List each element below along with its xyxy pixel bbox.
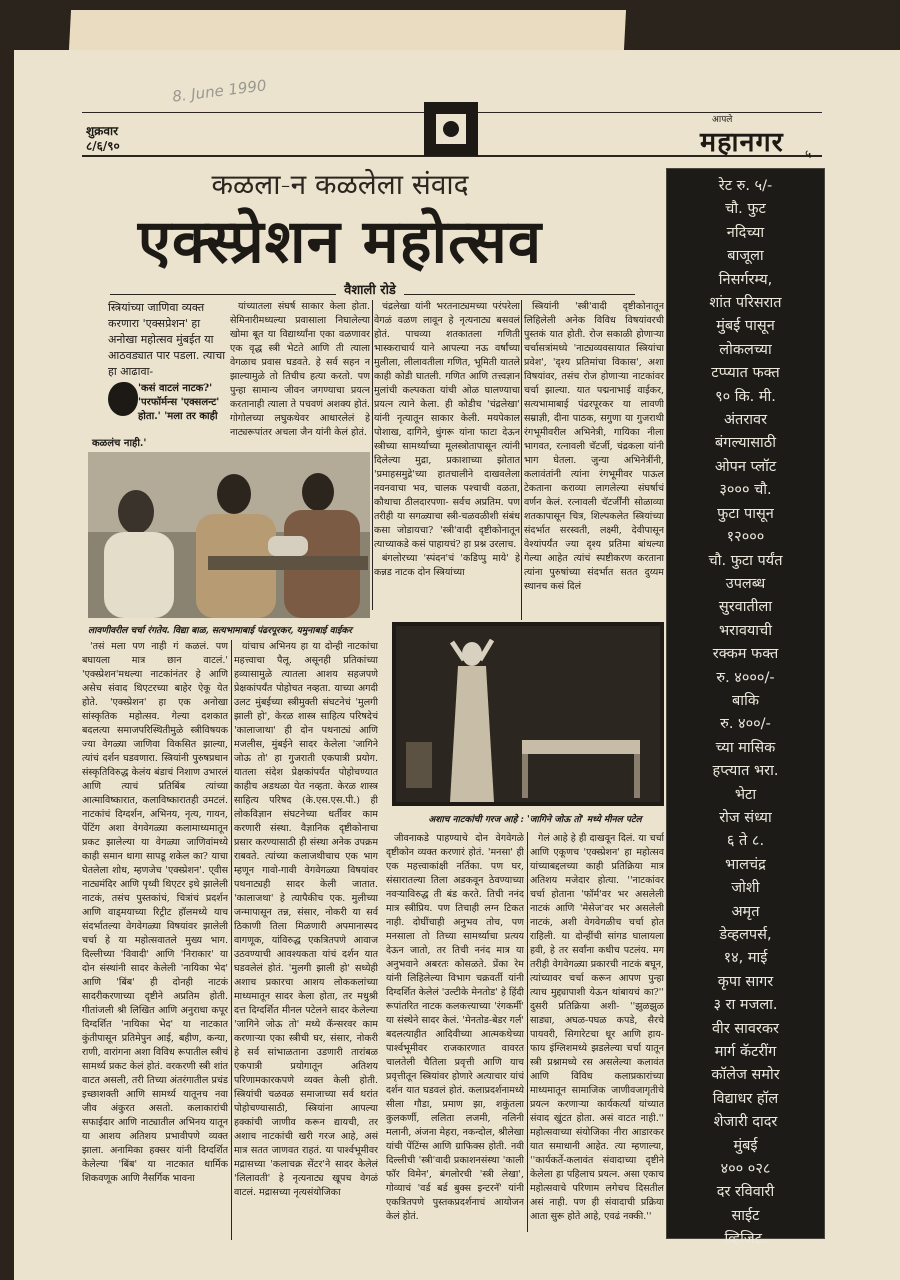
handwritten-date: 8. June 1990	[171, 76, 268, 106]
ad-line: बाकि	[732, 692, 759, 709]
ad-line: मार्ग कॅटरींग	[714, 1044, 777, 1061]
column-b-bottom	[234, 640, 378, 1240]
ad-line: रक्कम फक्त	[712, 646, 779, 663]
ad-line: १४, माई	[723, 950, 768, 967]
column-2-top	[374, 300, 520, 610]
paper-top-strip	[69, 10, 626, 50]
classified-advertisement	[666, 168, 825, 1248]
ad-line: बंगल्यासाठी	[715, 435, 776, 452]
col-c-bottom-text: जीवनाकडे पाहण्याचे दोन वेगवेगळे दृष्टीकोन व्यक्त करणारं होतं. 'मनसा' ही एक महत्त्वाकांक्षी नर्तिका. पण घर, संसारातल्या तिला अडकवून ठेवण्याच्या नवऱ्याविरुद्ध ती बंड करते. तिची ननंद मात्र स्त्रीप्रिय. पण तिचाही लग्न टिकत नाही. दोघींचाही अनुभव तोच, पण मनसाला तो तिच्या सामर्थ्याचा प्रत्यय देऊन जातो, तर तिची ननंद मात्र या अनुभवाने अबरतः कोसळते. प्रेंका रेम यांनी लिहिलेल्या विभाग चक्रवर्ती यांनी दिग्दर्शित केलेलं 'उल्टीके मेनतोड' हे हिंदी रूपांतरित नाटक कलकत्त्याच्या 'रंगकर्मी' या संस्थेने सादर केलं. 'मेनतोड-बेडर गर्ल' बदलत्याहीत आदिवीच्या आत्मकथेच्या पार्श्वभूमीवर राजकारणात वावरत चालतेली चैतिला प्रवृत्ती आणि याच प्रवृत्तीतून स्त्रियांवर होणारे अत्याचार यांचं दर्शन यात घडवलं होतं. कलाप्रदर्शनामध्ये सीला गौडा, प्रमाण झा, शकुंतला कुलकर्णी, ललिता लजमी, नलिनी मलानी, अंजना मेहरा, नकन्दोल, श्रीलेखा यांची पेंटिंग्स आणि ग्राफिक्स होती. नवी दिल्लीची 'स्त्री'वादी प्रकाशनसंस्था 'काली फॉर विमेन', बंगलोरची 'स्त्री लेखा', गोव्याचं 'वर्ड बर्ड बुक्स इन्टरनॅ' यांनी एकत्रितपणे पुस्तकप्रदर्शनाचं आयोजन केलं होतं.	[386, 833, 524, 1222]
ad-line: कॉलेज समोर	[711, 1067, 780, 1084]
ad-line: बाजूला	[727, 248, 764, 265]
photo-flowers	[268, 536, 308, 556]
column-divider	[372, 300, 373, 610]
ad-line: ६ ते ८.	[726, 833, 765, 850]
ad-line: रेट रु. ५/-	[718, 178, 773, 194]
ad-line: वीर सावरकर	[712, 1020, 779, 1037]
photo-person-1-head	[118, 490, 154, 534]
header-date: ८/६/९०	[86, 139, 120, 153]
column-divider	[231, 640, 232, 1240]
column-c-bottom	[386, 832, 524, 1242]
masthead: महानगर	[700, 127, 784, 158]
photo-table	[208, 556, 368, 570]
photo-person-3-head	[302, 473, 334, 511]
ad-line: मुंबई	[733, 1137, 758, 1154]
byline-author: वैशाली रोडे	[336, 283, 404, 298]
masthead-prefix: आपले	[712, 115, 733, 125]
ad-line: चौ. फुट	[725, 201, 766, 218]
column-1-top	[230, 300, 370, 448]
column-d-bottom	[530, 832, 664, 1242]
col1-top-text: यांच्यातला संघर्ष साकार केला होता. सेमिनारीमध्यल्या प्रवासाला निघालेल्या खोमा बूत या विद्यार्थ्यांना एका वळणावर एक वृद्ध स्त्री भेटते आणि ती त्याला वेगळाच प्रवास घडवते. हे सर्व सहन न झाल्यामुळे तो तिचीच हत्या करतो. पण पुन्हा सामान्य जीवन जगण्याचा प्रयत्न करतानाही त्याला ते पचवणं अशक्य होतं. गोगोलच्या लघुकथेवर आधारलेलं हे नाट्यरूपांतर अचला जैन यांनी केलं होतं.	[230, 301, 370, 438]
col2-top-text: चंद्रलेखा यांनी भरतनाट्यमच्या परंपरेला वेगळं वळण लावून हे नृत्यनाट्य बसवलं होतं. पाचव्या शतकातला गणिती भास्कराचार्य याने आपल्या नऊ वर्षांच्या मुलीला, लीलावतीला गणित, भूमिती यातले काही कोडी घातली. गणित आणि तत्त्वज्ञान मुलांची कल्पकता यांची ओळ घालण्याचा प्रयत्न त्याने केला. ही कोडीच 'चंद्रलेखा' यांनी नृत्यातून साकार केली. मयपेकाल पोशाख, दागिने, धुंगरू यांना फाटा देऊन स्त्रीच्या सामर्थ्याच्या मूलस्त्रोतापासून त्यांनी दिलेल्या मुद्रा, प्रकाशाच्या झोतात 'प्रमाहसमुद्रे'च्या हातचालीने दाखवलेला नवनवाचा भव, चालक पश्चाची वळता, कौथाचा ठीलदारपणा- सर्वच अप्रतिम. पण तरीही या सगळ्याचा स्त्री-चळवळीशी संबंध कसा जोडायचा? 'स्त्री'वादी दृष्टीकोनातून त्याच्याकडे कसं पाहायचं? हा प्रश्न उरलाच.	[374, 301, 520, 550]
newspaper-logo-icon	[424, 102, 478, 156]
column-3-top	[524, 300, 664, 620]
page-number: ५	[805, 147, 812, 161]
drop-cap-bullet-icon	[108, 382, 138, 416]
ad-line: नदिच्या	[726, 224, 765, 241]
column-divider	[527, 832, 528, 1232]
photo-stage-performance	[392, 622, 664, 806]
ad-line: विद्याधर हॉल	[712, 1090, 779, 1107]
article-lead: स्त्रियांच्या जाणिवा व्यक्त करणारा 'एक्सप्रेशन' हा अनोखा महोत्सव मुंबईत या आठवड्यात पार पडला. त्याचा हा आढावा-	[108, 301, 226, 378]
byline	[0, 280, 740, 298]
ad-line: रु. ४००/-	[720, 716, 771, 733]
ad-line: निसर्गरम्य,	[718, 271, 773, 288]
photo-bed	[522, 740, 640, 754]
ad-line: डेव्हलपर्स,	[719, 927, 772, 943]
ad-line: फुटा पासून	[717, 505, 774, 522]
header-day: शुक्रवार	[86, 124, 119, 138]
article-kicker: कळला-न कळलेला संवाद	[211, 168, 469, 201]
photo-person-2-head	[217, 474, 251, 514]
photo-chair	[406, 742, 432, 788]
ad-line: रु. ४०००/-	[716, 669, 775, 686]
ad-line: हप्त्यात भरा.	[712, 763, 779, 780]
photo-bed-leg	[522, 754, 528, 798]
col3-top-text: स्त्रियांनी 'स्त्री'वादी दृष्टीकोनातून लिहिलेली अनेक विविध विषयांवरची पुस्तकं यात होती. रोज सकाळी होणाऱ्या चर्चासत्रांमध्ये 'नाट्यव्यवसायात स्त्रियांचा प्रवेश', 'दृश्य प्रतिमांचा विकास', अशा विषयांवर, तसंच रोज होणाऱ्या नाटकांवर चर्चा झाल्या. यात पद्मनाभाई वाईकर, सत्यभामाबाई पंढरपूरकर या लावणी सम्राज्ञी, दीना पाठक, सगुणा या गुजराथी रंगभूमीवरील अभिनेत्री, गायिका नीला भागवत, रत्नावली चॅटर्जी, चंद्रकला यांनी भाग घेतला. जुन्या अभिनेत्रींनी, कलावंतांनी त्यांना रंगभूमीवर पाऊल टेकताना कराव्या लागलेल्या संघर्षाचं वर्णन केलं. रत्नावली चॅटर्जींनी सोळाव्या शतकापासून चित्र, शिल्पकलेत स्त्रियांच्या संदर्भात सरस्वती, लक्ष्मी, देवीपासून वेश्यांपर्यंत ज्या दृश्य प्रतिमा बांधल्या गेल्या आहेत त्यांचं स्पष्टीकरण करताना त्यांना पुरुषांच्या संदर्भात सतत दुय्यम स्थानच कसं दिलं	[524, 301, 664, 592]
lead-quote-end: कळलंच नाही.'	[92, 438, 147, 449]
ad-line: भेटा	[734, 786, 757, 803]
col-d-bottom-text: गेलं आहे हे ही दाखवून दिलं. या चर्चा आणि एकूणच 'एक्स्प्रेशन' हा महोत्सव यांच्याबद्दलच्या काही प्रतिक्रिया मात्र अतिशय मजेदार होत्या. ''नाटकांवर चर्चा होताना 'फॉर्म'वर भर असलेली नाटकं आणि 'मेसेज'वर भर असलेली नाटकं, अशी वेगवेगळीच चर्चा होत राहिली. या दोन्हींची सांगड घालायला हवी, हे तर सर्वांना कधीच पटलंय. मग तरीही वेगवेगळ्या प्रकारची नाटकं बघून, त्यांच्यावर चर्चा करून आपण पुन्हा त्याच मुद्द्यापाशी येऊन थांबायचं का?'' दुसरी प्रतिक्रिया अशी- ''झुळझुळ साड्या, अघळ-पघळ कपडे, सैरचे पायवरी, सिगारेटचा धूर आणि हाय-फाय इंग्लिशमध्ये झडलेल्या चर्चा यातून स्त्री प्रश्नामध्ये रस असलेल्या कलावंत आणि विविध कलाप्रकारांच्या माध्यमातून सामाजिक जाणीवजागृतीचे प्रयत्न करणाऱ्या कार्यकर्त्यां यांच्यात संवाद खुंटत होता. असं वाटत नाही.'' महोत्सवाच्या संयोजिका नीरा आडारकर यात समाधानी आहेत. त्या म्हणाल्या, ''कार्यकर्ते-कलावंत संवादाच्या दृष्टीने केलेला हा पहिलाच प्रयत्न. असा एकाच महोत्सवाचे परिणाम लगेचच दिसतील असं नाही. पण ही संवादाची प्रक्रिया आता सुरू होते आहे, एवढं नक्की.''	[530, 833, 664, 1222]
col-a-bottom-text: 'तसं मला पण नाही गं कळलं. पण बघायला मात्र छान वाटलं.' 'एक्स्प्रेशन'मधल्या नाटकांनंतर हे आणि असेच संवाद थिएटरच्या बाहेर ऐकू येत होते. 'एक्स्प्रेशन' हा एक अनोखा सांस्कृतिक महोत्सव. गेल्या दशकात बदलत्या समाजपरिस्थितीमुळे स्त्रीविषयक ज्या वेगळ्या जाणिवा विकसित झाल्या, त्यांचं दर्शन घडवणारा. स्त्रियांनी पुरुषप्रधान संस्कृतिविरुद्ध केलंय बंडाचं निशाण उभारलं आणि त्याचं प्रतिबिंब त्यांच्या आत्माविष्कारात, कलाविष्कारातही उमटलं. नाटकांचं दिग्दर्शन, अभिनय, नृत्य, गायन, पेंटिंग अशा वेगवेगळ्या कलामाध्यमातून प्रकट झालेल्या या वेगळ्या जाणिवांमध्ये काही समान धागा सापडू शकेल का? याचा घेतलेला शोध, म्हणजेच 'एक्स्प्रेशन'. ए्वीस नाट्यमंदिर आणि पृथ्वी थिएटर इथे झालेली नाटकं, तसंच पुस्तकांचं, चित्रांचं प्रदर्शन आणि वाड्मयाच्या रिट्रीट हॉलमध्ये याच संदर्भातल्या वेगवेगळ्या विषयांवर झालेली चर्चा हे या महोत्सवातले मुख्य भाग. दिल्लीच्या 'विवादी' आणि 'निराकार' या दोन संस्थांनी सादर केलेली 'नायिका भेद' आणि 'बिंब' ही दोनही नाटकं सादरीकरणाच्या दृष्टीने अप्रतिम होती. गीतांजली श्री लिखित आणि अनुराधा कपूर दिग्दर्शित 'नायिका भेद' या नाटकात कुंतीपासून प्रतिमेपुन आई, बहीण, कन्या, राणी, वारांगना अशा विविध रूपातील स्त्रीचं सामर्थ्य प्रकट केलं होतं. वरकरणी स्त्री शांत वाटत असली, तरी तिच्या अंतरंगातील प्रचंड इच्छाशक्ती आणि सामर्थ्य यातूनच नवा जीव अंकुरत असतो. कलाकारांची सफाईदार आणि नाट्यातील अभिनय यातून या आशय अतिशय प्रभावीपणे व्यक्त झाला. अनामिका हक्सर यांनी दिग्दर्शित केलेल्या 'बिंब' या नाटकात धार्मिक शिकवणूक आणि नैसर्गिक भावना	[82, 641, 228, 1184]
ad-line: शांत परिसरात	[709, 295, 782, 312]
photo2-caption: अशाच नाटकांची गरज आहे : 'जागिने जोऊ तो' मध्ये मीनल पटेल	[428, 815, 642, 825]
photo-panel-discussion	[88, 452, 370, 618]
ad-line: मुंबई पासून	[716, 318, 775, 335]
ad-line: अंतरावर	[723, 412, 768, 429]
ad-line: टप्प्यात फक्त	[711, 365, 780, 382]
ad-line: च्या मासिक	[715, 739, 776, 756]
column-a-bottom	[82, 640, 228, 1240]
photo1-caption: लावणीवरील चर्चा रंगतेय. विद्या बाळ, सत्यभामाबाई पंढरपूरकर, यमुनाबाई वाईकर	[88, 626, 352, 636]
ad-line: ओपन प्लॉट	[714, 458, 777, 475]
ad-line: ४०० ०२८	[720, 1161, 771, 1178]
photo-person-1-body	[104, 532, 174, 618]
article-title: एक्स्प्रेशन महोत्सव	[137, 207, 543, 277]
lead-quote: 'कसं वाटलं नाटक?' 'परफॉर्मन्स 'एक्सलन्ट' होता.' 'मला तर काही	[138, 383, 220, 422]
ad-line: अमृत	[731, 903, 760, 920]
ad-line: सुरवातीला	[718, 599, 773, 616]
ad-line: ३ रा मजला.	[713, 997, 778, 1014]
photo-actress-head	[462, 642, 482, 666]
ad-line: शेजारी दादर	[713, 1114, 778, 1131]
ad-line: साईट	[731, 1207, 760, 1224]
col2-top-text-2: बंगलोरच्या 'स्पंदन'चं 'कडिप्पु माये' हे कन्नड नाटक दोन स्त्रियांच्या	[374, 553, 520, 578]
ad-line: ९० कि. मी.	[715, 388, 776, 405]
ad-line: व्हिजिट.	[724, 1231, 767, 1248]
ad-line: जोशी	[731, 880, 760, 897]
ad-line: रोज संध्या	[719, 809, 772, 826]
photo-bed-leg	[634, 754, 640, 798]
ad-line: कृपा सागर	[717, 973, 774, 990]
col-b-bottom-text: यांचाच अभिनय हा या दोन्ही नाटकांचा महत्त्वाचा पैलू. असूनही प्रतिकांच्या हव्यासामुळे त्यातला आशय सहजपणे प्रेक्षकांपर्यंत पोहोचत नव्हता. याच्या अगदी उलट मुंबईच्या स्त्रीमुक्ती संघटनेचं 'मुलगी झाली हो', केरळ शास्त्र साहित्य परिषदेचं 'कालाजाथा' ही दोन पथनाट्यं आणि मजलीस, मुंबईने सादर केलेला 'जागिने जोऊ तो' हा गुजराती एकपात्री प्रयोग. यातला संदेश प्रेक्षकांपर्यंत पोहोचण्यात काहीच अडथळा येत नव्हता. केरळ शास्त्र साहित्य परिषद (के.एस.एस.पी.) ही लोकविज्ञान संघटनेच्या धर्तीवर काम करणारी संस्था. वैज्ञानिक दृष्टीकोनाचा प्रसार करण्यासाठी ही संस्था अनेक उपक्रम राबवते. त्यांच्या कलाजथीचाच एक भाग म्हणून गावो-गावी वेगवेगळ्या विषयांवर पथनाट्यही सादर केली जातात. 'कालाजथा' हे त्यापैकीच एक. मुलीच्या जन्मापासून तन्न, संसार, नोकरी या सर्व ठिकाणी तिला मिळणारी अपमानास्पद वागणूक, यांविरुद्ध एकत्रितपणे आवाज उठवण्याची आवश्यकता यांचं दर्शन यात घडवलेलं होतं. 'मुलगी झाली हो' सध्येही अशाच प्रकारचा आशय लोककलांच्या माध्यमातून सादर केला होता, तर मधुश्री दत्त दिग्दर्शित मीनल पटेलने सादर केलेल्या 'जागिने जोऊ तो' मध्ये कॅन्सरवर काम करणाऱ्या एका स्त्रीची घर, संसार, नोकरी हे सर्व सांभाळताना उडणारी तारांबळ एकपात्री प्रयोगातून अतिशय परिणामकारकपणे व्यक्त केली होती. स्त्रियांची चळवळ समाजाच्या सर्व थरांत पोहोचण्यासाठी, स्त्रियांना आपल्या हक्कांची जाणीव करून द्यायची, तर अशाच नाटकांची खरी गरज आहे, असं मात्र सतत जाणवत राहतं. या पार्श्वभूमीवर मद्रासच्या 'कलाचक्र सेंटर'ने सादर केलेलं 'लिलावती' हे नृत्यनाट्य खूपच वेगळं वाटलं. मद्रासच्या नृत्यसंयोजिका	[234, 641, 378, 1198]
ad-line: चौ. फुटा पर्यंत	[708, 552, 783, 569]
ad-line: १२०००	[726, 529, 765, 546]
column-divider	[521, 300, 522, 620]
ad-line: दर रविवारी	[716, 1184, 775, 1201]
ad-line: उपलब्ध	[725, 575, 766, 592]
advertisement-text	[667, 175, 824, 1252]
ad-line: भरावयाची	[718, 622, 773, 639]
ad-line: लोकलच्या	[719, 341, 772, 358]
ad-line: ३००० चौ.	[719, 482, 772, 499]
ad-line: भालचंद्र	[725, 856, 766, 873]
